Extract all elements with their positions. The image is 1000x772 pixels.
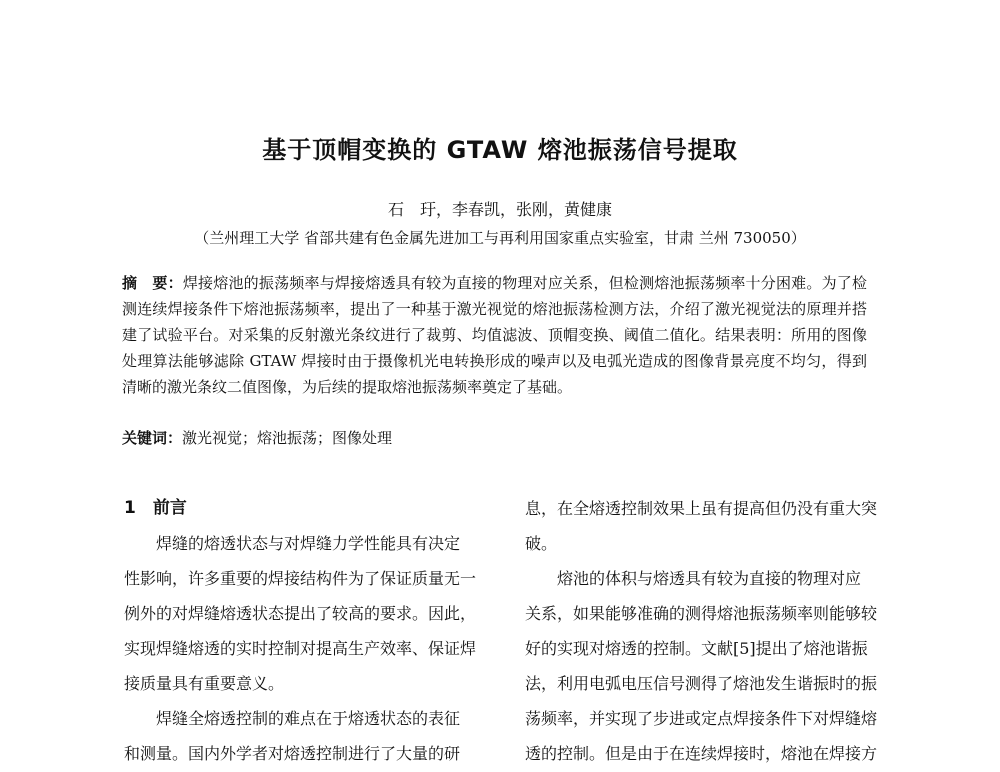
right-column (525, 492, 905, 772)
paper-title: 基于顶帽变换的 GTAW 熔池振荡信号提取 (262, 136, 738, 164)
body-line: 熔池的体积与熔透具有较为直接的物理对应 (557, 569, 862, 588)
body-line: 实现焊缝熔透的实时控制对提高生产效率、保证焊 (124, 639, 477, 658)
body-line: 法，利用电弧电压信号测得了熔池发生谐振时的振 (525, 674, 878, 693)
body-line: 例外的对焊缝熔透状态提出了较高的要求。因此， (124, 604, 477, 623)
authors: 石 玗，李春凯，张刚，黄健康 (387, 200, 612, 219)
body-line: 好的实现对熔透的控制。文献[5]提出了熔池谐振 (525, 639, 868, 658)
abstract-text: 焊接熔池的振荡频率与焊接熔透具有较为直接的物理对应关系，但检测熔池振荡频率十分困难。为了检测连续焊接条件下熔池振荡频率，提出了一种基于激光视觉的熔池振荡检测方法，介绍了激光视觉法的原理并搭建了试验平台。对采集的反射激光条纹进行了裁剪、均值滤波、顶帽变换、阈值二值化。结果表明：所用的图像处理算法能够滤除 GTAW 焊接时由于摄像机光电转换形成的噪声以及电弧光造成的图像背景亮度不均匀，得到清晰的激光条纹二值图像，为后续的提取熔池振荡频率奠定了基础。 (122, 274, 867, 396)
body-line: 焊缝全熔透控制的难点在于熔透状态的表征 (156, 709, 461, 728)
body-line: 荡频率，并实现了步进或定点焊接条件下对焊缝熔 (525, 709, 878, 728)
body-line: 焊缝的熔透状态与对焊缝力学性能具有决定 (156, 534, 461, 553)
keywords (122, 426, 867, 450)
abstract (122, 270, 867, 400)
left-column (124, 492, 500, 772)
keywords-label: 关键词： (122, 429, 183, 447)
affiliation: （兰州理工大学 省部共建有色金属先进加工与再利用国家重点实验室，甘肃 兰州 730050） (194, 229, 806, 247)
body-line: 息，在全熔透控制效果上虽有提高但仍没有重大突 (525, 499, 878, 518)
abstract-label: 摘 要： (122, 274, 183, 292)
body-line: 关系，如果能够准确的测得熔池振荡频率则能够较 (525, 604, 878, 623)
body-line: 和测量。国内外学者对熔透控制进行了大量的研 (124, 744, 461, 763)
body-line: 接质量具有重要意义。 (124, 674, 285, 693)
section-heading: 1 前言 (124, 498, 187, 518)
body-line: 透的控制。但是由于在连续焊接时，熔池在焊接方 (525, 744, 878, 763)
body-line: 性影响，许多重要的焊接结构件为了保证质量无一 (124, 569, 477, 588)
body-line: 破。 (525, 534, 558, 553)
keywords-text: 激光视觉；熔池振荡；图像处理 (182, 429, 393, 447)
